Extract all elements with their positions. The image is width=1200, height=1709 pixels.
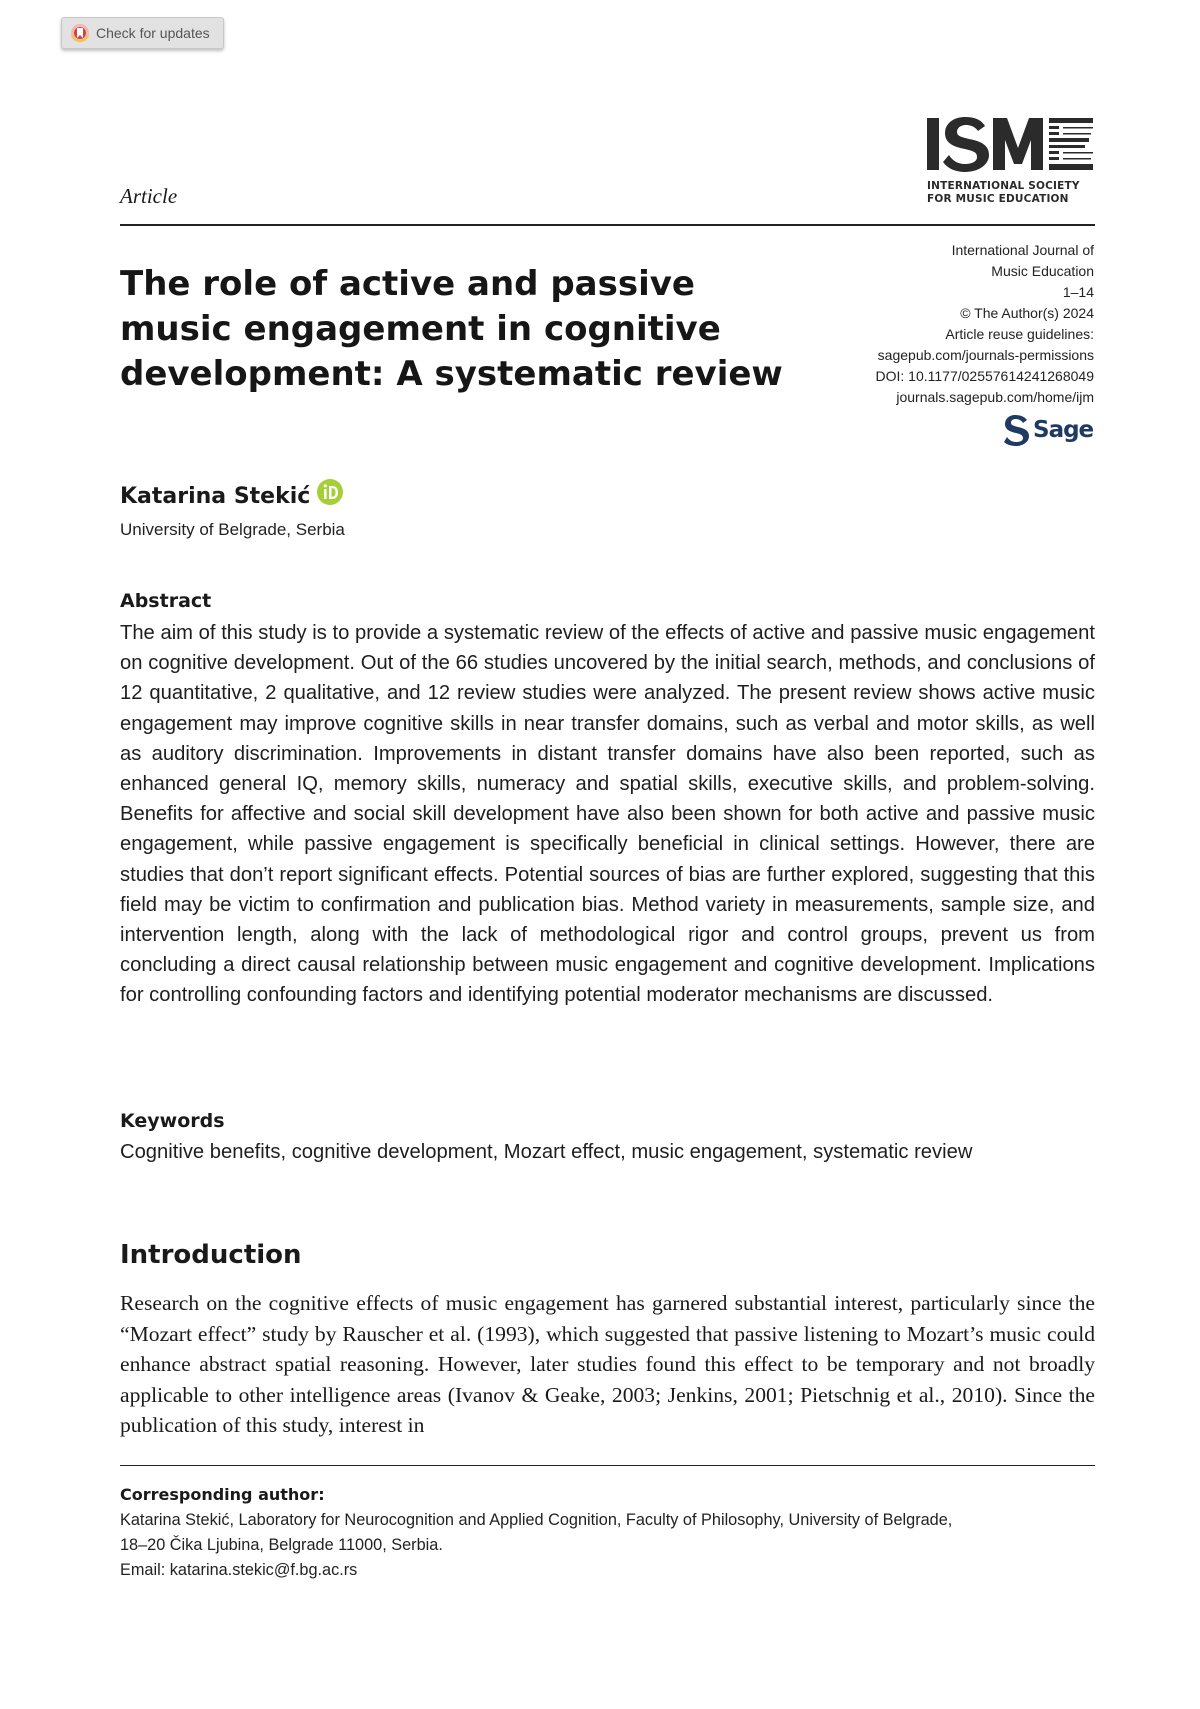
sage-wordmark: Sage [1033,417,1094,443]
journal-home-link[interactable]: journals.sagepub.com/home/ijm [896,389,1094,405]
reuse-guidelines-link[interactable]: sagepub.com/journals-permissions [877,347,1094,363]
check-for-updates-label: Check for updates [96,25,210,41]
keywords-text: Cognitive benefits, cognitive development, Mozart effect, music engagement, systematic review [120,1141,973,1163]
author-name: Katarina Stekić [120,483,311,509]
header-rule [120,224,1095,226]
copyright: © The Author(s) 2024 [960,305,1094,321]
corresponding-address-line-2: 18–20 Čika Ljubina, Belgrade 11000, Serbia. [120,1536,443,1554]
introduction-text: Research on the cognitive effects of music engagement has garnered substantial interest, particularly since the “Mozart effect” study by Rauscher et al. (1993), which suggested that passive listening to Mozart’s music could enhance abstract spatial reasoning. However, later studies found this effect to be temporary and not broadly applicable to other intelligence areas (Ivanov & Geake, 2003; Jenkins, 2001; Pietschnig et al., 2010). Since the publication of this study, interest in [120,1291,1095,1437]
article-title: The role of active and passive music engagement in cognitive development: A systematic review [120,264,783,394]
author-affiliation: University of Belgrade, Serbia [120,520,345,539]
abstract-heading: Abstract [120,590,212,612]
corresponding-author-details [120,1508,1095,1583]
isme-logo-subtitle [927,180,1080,206]
check-for-updates-button[interactable] [61,17,224,49]
footnote-rule [120,1465,1095,1466]
journal-metadata [876,240,1095,408]
journal-name-line-1: International Journal of [951,242,1094,258]
orcid-icon[interactable] [316,478,344,506]
isme-logo [925,112,1095,210]
doi-link[interactable]: DOI: 10.1177/02557614241268049 [875,368,1094,384]
isme-subtitle-line-2: FOR MUSIC EDUCATION [927,193,1069,205]
article-type-label: Article [120,184,178,208]
journal-name-line-2: Music Education [991,263,1094,279]
keywords-heading: Keywords [120,1110,225,1132]
sage-logo [1003,413,1095,447]
abstract-text: The aim of this study is to provide a systematic review of the effects of active and passive music engagement on cognitive development. Out of the 66 studies uncovered by the initial search, methods, and conclusions of 12 quantitative, 2 qualitative, and 12 review studies were analyzed. The present review shows active music engagement may improve cognitive skills in near transfer domains, such as verbal and motor skills, as well as auditory discrimination. Improvements in distant transfer domains have also been reported, such as enhanced general IQ, memory skills, numeracy and spatial skills, executive skills, and problem-solving. Benefits for affective and social skill development have also been shown for both active and passive music engagement, while passive engagement is specifically beneficial in clinical settings. However, there are studies that don’t report significant effects. Potential sources of bias are further explored, suggesting that this field may be victim to confirmation and publication bias. Method variety in measurements, sample size, and intervention length, along with the lack of methodological rigor and control groups, prevent us from concluding a direct causal relationship between music engagement and cognitive development. Implications for controlling confounding factors and identifying potential moderator mechanisms are discussed. [120,622,1095,1007]
sage-s-icon [1003,414,1031,446]
page-range: 1–14 [1062,284,1094,300]
corresponding-author-heading: Corresponding author: [120,1485,325,1504]
reuse-guidelines-label: Article reuse guidelines: [945,326,1094,342]
isme-subtitle-line-1: INTERNATIONAL SOCIETY [927,180,1080,192]
check-updates-icon [70,23,90,43]
corresponding-email[interactable]: Email: katarina.stekic@f.bg.ac.rs [120,1561,358,1579]
corresponding-address-line-1: Katarina Stekić, Laboratory for Neurocognition and Applied Cognition, Faculty of Philosophy, University of Belgrade, [120,1511,953,1529]
author-block [120,482,344,510]
introduction-heading: Introduction [120,1240,302,1270]
